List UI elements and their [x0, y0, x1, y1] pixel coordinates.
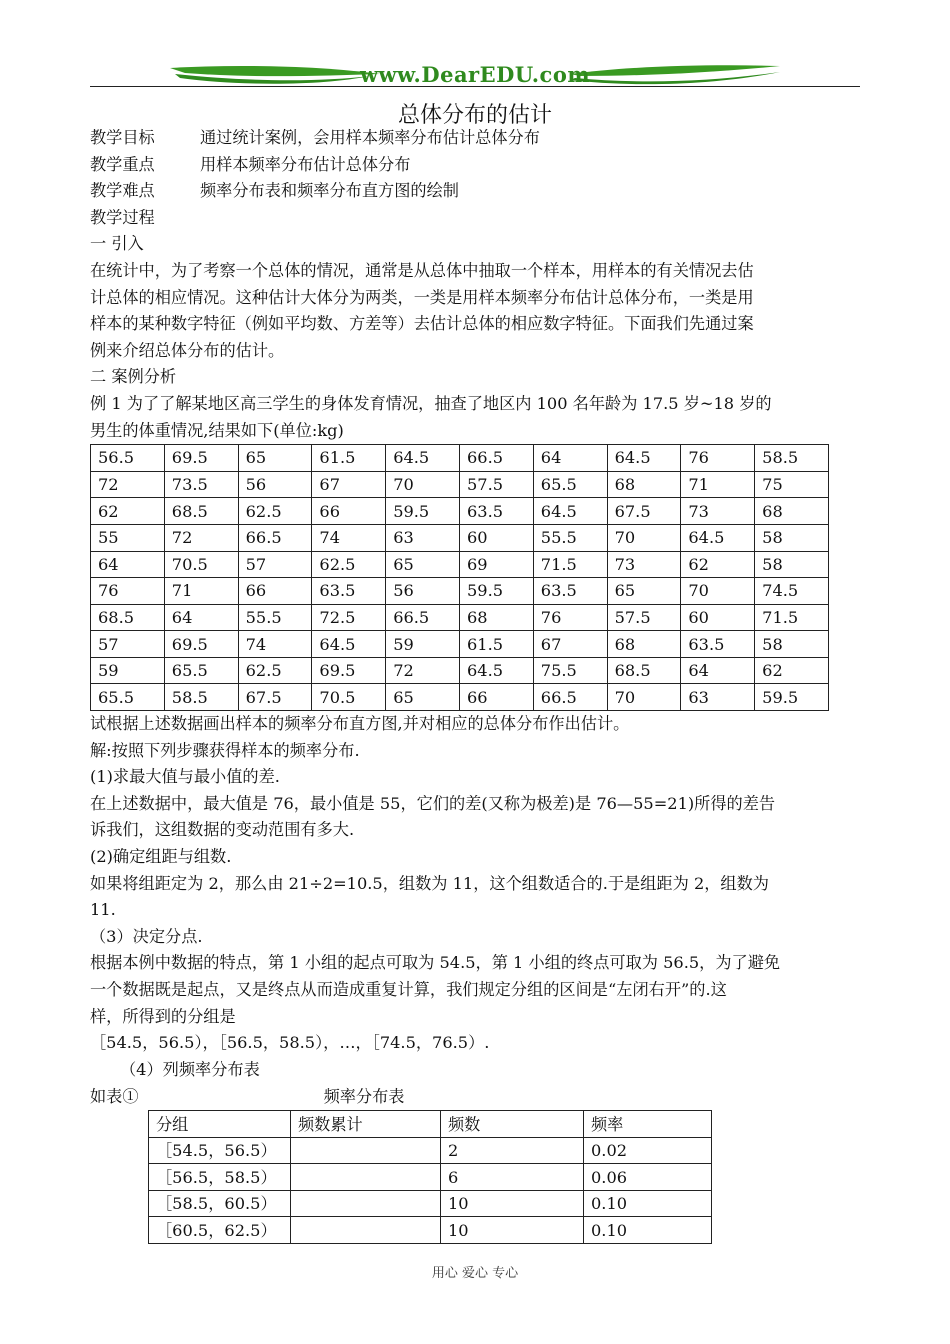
document-body	[90, 125, 862, 1244]
table-cell: 63.5	[312, 578, 386, 605]
table-cell: 69.5	[312, 657, 386, 684]
meta-focus	[90, 152, 862, 179]
table-cell: 68	[607, 631, 681, 658]
table-cell: 62	[91, 498, 165, 525]
table-cell: 73	[681, 498, 755, 525]
table-cell: 64.5	[607, 445, 681, 472]
table-cell: 10	[441, 1217, 584, 1244]
table-row	[91, 578, 829, 605]
table-cell	[291, 1164, 441, 1191]
table-cell: 56	[386, 578, 460, 605]
table-cell: 10	[441, 1190, 584, 1217]
table-row	[91, 551, 829, 578]
table-cell: 61.5	[459, 631, 533, 658]
column-header: 分组	[149, 1111, 291, 1138]
table-cell: 0.06	[584, 1164, 712, 1191]
paragraph-line: 计总体的相应情况。这种估计大体分为两类，一类是用样本频率分布估计总体分布，一类是用	[90, 287, 754, 307]
meta-difficulty	[90, 178, 862, 205]
table-cell: 71	[164, 578, 238, 605]
table-cell: 66.5	[238, 524, 312, 551]
step-title: （4）列频率分布表	[120, 1059, 260, 1079]
table-cell: 70	[607, 524, 681, 551]
page-title: 总体分布的估计	[397, 103, 552, 128]
table-cell	[291, 1217, 441, 1244]
table-cell: 74.5	[755, 578, 829, 605]
table-cell: 67	[533, 631, 607, 658]
table-cell: 64	[533, 445, 607, 472]
table-cell: 65	[607, 578, 681, 605]
table-cell: 2	[441, 1137, 584, 1164]
paragraph-line: 根据本例中数据的特点，第 1 小组的起点可取为 54.5，第 1 小组的终点可取为 56.5，为了避免	[90, 953, 781, 973]
page-footer: 用心 爱心 专心	[431, 1266, 519, 1281]
meta-label: 教学重点	[90, 154, 155, 174]
table-cell: 71.5	[533, 551, 607, 578]
table-cell: 63.5	[459, 498, 533, 525]
freq-table-caption	[90, 1083, 862, 1110]
table-cell: 62	[681, 551, 755, 578]
paragraph-line: ［54.5，56.5），［56.5，58.5），…，［74.5，76.5）.	[90, 1033, 490, 1053]
table-cell: 0.02	[584, 1137, 712, 1164]
table-cell: 57	[91, 631, 165, 658]
table-cell: 62.5	[312, 551, 386, 578]
table-row	[91, 498, 829, 525]
table-cell: 68	[459, 604, 533, 631]
table-cell: 69	[459, 551, 533, 578]
paragraph-line: 解:按照下列步骤获得样本的频率分布.	[90, 740, 360, 760]
paragraph-line: 11.	[90, 900, 116, 920]
table-cell: 70	[681, 578, 755, 605]
meta-label: 教学目标	[90, 128, 155, 147]
table-cell: 57.5	[607, 604, 681, 631]
meta-goal	[90, 125, 862, 152]
table-cell: 74	[312, 524, 386, 551]
weight-data-table	[90, 444, 829, 711]
table-cell: 75.5	[533, 657, 607, 684]
paragraph-line: 如果将组距定为 2，那么由 21÷2=10.5，组数为 11，这个组数适合的.于是组距为 2，组数为	[90, 873, 769, 893]
table-cell: 70	[386, 471, 460, 498]
table-cell	[291, 1137, 441, 1164]
paragraph-line: 样，所得到的分组是	[90, 1006, 236, 1026]
table-cell: 59.5	[755, 684, 829, 711]
meta-value: 通过统计案例，会用样本频率分布估计总体分布	[200, 128, 540, 147]
frequency-table	[148, 1110, 712, 1244]
table-row	[91, 604, 829, 631]
table-cell: 66	[238, 578, 312, 605]
table-cell: ［54.5，56.5）	[149, 1137, 291, 1164]
table-cell: 66.5	[386, 604, 460, 631]
table-cell: 75	[755, 471, 829, 498]
table-cell: 68	[755, 498, 829, 525]
table-cell: 61.5	[312, 445, 386, 472]
table-cell: 57.5	[459, 471, 533, 498]
table-cell: 70.5	[164, 551, 238, 578]
paragraph-line: 一个数据既是起点，又是终点从而造成重复计算，我们规定分组的区间是“左闭右开”的.这	[90, 980, 727, 999]
table-header-row	[149, 1111, 712, 1138]
step-title: （3）决定分点.	[90, 926, 203, 946]
table-cell: 64.5	[681, 524, 755, 551]
table-cell: 66	[459, 684, 533, 711]
table-cell: 69.5	[164, 631, 238, 658]
step-title: (2)确定组距与组数.	[90, 847, 232, 867]
table-cell: 59.5	[386, 498, 460, 525]
section-heading: 二 案例分析	[90, 367, 177, 387]
meta-label: 教学难点	[90, 181, 155, 201]
table-cell: 67.5	[607, 498, 681, 525]
paragraph-line: 在统计中，为了考察一个总体的情况，通常是从总体中抽取一个样本，用样本的有关情况去估	[90, 260, 754, 280]
paragraph-line: 在上述数据中，最大值是 76，最小值是 55，它们的差(又称为极差)是 76—55=21)所得的差告	[90, 793, 776, 813]
table-cell: 63	[386, 524, 460, 551]
table-cell: ［60.5，62.5）	[149, 1217, 291, 1244]
table-cell: 60	[459, 524, 533, 551]
table-cell: 59	[91, 657, 165, 684]
table-cell: 73	[607, 551, 681, 578]
table-ref: 如表①	[90, 1087, 139, 1107]
table-cell: 64	[681, 657, 755, 684]
table-cell: 72	[91, 471, 165, 498]
meta-value: 频率分布表和频率分布直方图的绘制	[200, 181, 459, 201]
table-cell: 62	[755, 657, 829, 684]
table-cell: 70.5	[312, 684, 386, 711]
table-cell: 68.5	[607, 657, 681, 684]
freq-table-title: 频率分布表	[323, 1087, 405, 1107]
table-cell: 57	[238, 551, 312, 578]
table-cell: 64.5	[459, 657, 533, 684]
paragraph-line: 例 1 为了了解某地区高三学生的身体发育情况，抽查了地区内 100 名年龄为 17.5 岁~18 岁的	[90, 393, 772, 413]
table-cell: 58	[755, 631, 829, 658]
table-row	[91, 657, 829, 684]
table-cell: 68.5	[164, 498, 238, 525]
column-header: 频数	[441, 1111, 584, 1138]
step-title: (1)求最大值与最小值的差.	[90, 767, 280, 787]
table-cell: 56	[238, 471, 312, 498]
meta-value: 用样本频率分布估计总体分布	[200, 154, 411, 174]
table-cell: 55	[91, 524, 165, 551]
table-cell: 58	[755, 551, 829, 578]
table-cell: 76	[91, 578, 165, 605]
table-cell: 0.10	[584, 1217, 712, 1244]
table-cell: 65.5	[91, 684, 165, 711]
column-header: 频数累计	[291, 1111, 441, 1138]
table-cell: 66.5	[459, 445, 533, 472]
table-row	[149, 1137, 712, 1164]
table-cell	[291, 1190, 441, 1217]
table-cell: 64.5	[533, 498, 607, 525]
table-cell: 72	[164, 524, 238, 551]
table-cell: 62.5	[238, 657, 312, 684]
table-cell: 65.5	[164, 657, 238, 684]
table-cell: 64.5	[312, 631, 386, 658]
table-cell: 71	[681, 471, 755, 498]
table-row	[149, 1164, 712, 1191]
paragraph-line: 样本的某种数字特征（例如平均数、方差等）去估计总体的相应数字特征。下面我们先通过案	[90, 314, 754, 334]
paragraph-line: 试根据上述数据画出样本的频率分布直方图,并对相应的总体分布作出估计。	[90, 714, 630, 734]
table-cell: 65	[386, 551, 460, 578]
paragraph-line: 诉我们，这组数据的变动范围有多大.	[90, 820, 355, 840]
table-cell: 73.5	[164, 471, 238, 498]
table-cell: 76	[681, 445, 755, 472]
table-cell: 58	[755, 524, 829, 551]
table-cell: 65	[386, 684, 460, 711]
table-cell: 6	[441, 1164, 584, 1191]
table-row	[149, 1217, 712, 1244]
table-row	[91, 631, 829, 658]
table-cell: 70	[607, 684, 681, 711]
table-cell: 67.5	[238, 684, 312, 711]
table-cell: 59.5	[459, 578, 533, 605]
table-cell: 69.5	[164, 445, 238, 472]
table-cell: 68.5	[91, 604, 165, 631]
table-cell: 72	[386, 657, 460, 684]
paragraph-line: 男生的体重情况,结果如下(单位:kg)	[90, 420, 344, 440]
table-cell: 0.10	[584, 1190, 712, 1217]
table-cell: 65.5	[533, 471, 607, 498]
table-cell: 66	[312, 498, 386, 525]
table-cell: 72.5	[312, 604, 386, 631]
table-cell: 71.5	[755, 604, 829, 631]
table-cell: 55.5	[238, 604, 312, 631]
header-divider	[90, 86, 860, 87]
table-cell: 56.5	[91, 445, 165, 472]
table-cell: 62.5	[238, 498, 312, 525]
table-cell: ［58.5，60.5）	[149, 1190, 291, 1217]
table-cell: 68	[607, 471, 681, 498]
section-heading: 一 引入	[90, 234, 144, 254]
table-cell: 60	[681, 604, 755, 631]
column-header: 频率	[584, 1111, 712, 1138]
table-cell: 63	[681, 684, 755, 711]
table-row	[91, 471, 829, 498]
table-row	[149, 1190, 712, 1217]
table-cell: 76	[533, 604, 607, 631]
site-logo-text[interactable]: www.DearEDU.com	[359, 62, 591, 87]
table-row	[91, 524, 829, 551]
table-row	[91, 684, 829, 711]
table-cell: ［56.5，58.5）	[149, 1164, 291, 1191]
table-cell: 58.5	[164, 684, 238, 711]
table-cell: 58.5	[755, 445, 829, 472]
table-cell: 74	[238, 631, 312, 658]
table-cell: 59	[386, 631, 460, 658]
table-cell: 63.5	[681, 631, 755, 658]
table-cell: 64.5	[386, 445, 460, 472]
table-cell: 63.5	[533, 578, 607, 605]
process-heading: 教学过程	[90, 207, 155, 227]
paragraph-line: 例来介绍总体分布的估计。	[90, 340, 285, 360]
table-cell: 55.5	[533, 524, 607, 551]
table-cell: 65	[238, 445, 312, 472]
table-cell: 66.5	[533, 684, 607, 711]
table-cell: 67	[312, 471, 386, 498]
table-cell: 64	[91, 551, 165, 578]
table-row	[91, 445, 829, 472]
table-cell: 64	[164, 604, 238, 631]
